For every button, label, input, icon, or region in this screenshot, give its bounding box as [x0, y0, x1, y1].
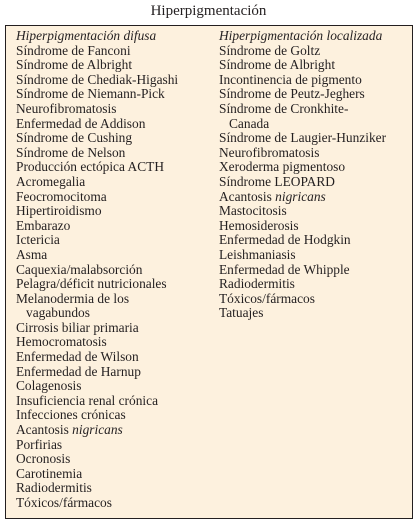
list-item-text: Enfermedad de Hodgkin: [219, 232, 351, 248]
list-item: [16, 44, 211, 59]
list-item-continuation: Canada: [229, 115, 270, 131]
list-item: [16, 160, 211, 175]
list-item: [16, 408, 211, 423]
list-item-continuation: vagabundos: [26, 305, 90, 321]
list-item-text: Caquexia/malabsorción: [16, 261, 143, 277]
list-item-text: Síndrome de Niemann-Pick: [16, 86, 165, 102]
list-item-text: Incontinencia de pigmento: [219, 71, 362, 87]
hyperpigmentation-table: [5, 25, 413, 519]
list-item: [219, 233, 409, 248]
list-item-text: Pelagra/déficit nutricionales: [16, 276, 167, 292]
list-item-text: Cirrosis biliar primaria: [16, 319, 139, 335]
list-item-text: Radiodermitis: [16, 480, 92, 496]
list-item: [219, 102, 409, 131]
list-item-text: Embarazo: [16, 217, 71, 233]
list-item: [219, 44, 409, 59]
list-item: [16, 58, 211, 73]
list-item: [219, 248, 409, 263]
list-item: [16, 335, 211, 350]
list-item: [219, 190, 409, 205]
list-item: [16, 452, 211, 467]
list-item-text: Asma: [16, 246, 48, 262]
list-item: [219, 306, 409, 321]
list-item-text: Síndrome de Fanconi: [16, 42, 131, 58]
list-item-text: Enfermedad de Addison: [16, 115, 146, 131]
list-item-italic-text: nigricans: [275, 188, 326, 204]
list-item-text: Tóxicos/fármacos: [219, 290, 315, 306]
list-item: [16, 73, 211, 88]
list-item-text: Acantosis: [16, 422, 73, 438]
list-item: [16, 219, 211, 234]
list-item: [219, 131, 409, 146]
list-item: [219, 263, 409, 278]
localized-list: [219, 44, 409, 321]
list-item-text: Síndrome de Chediak-Higashi: [16, 71, 179, 87]
list-item: [219, 292, 409, 307]
diffuse-column: [16, 29, 211, 511]
list-item-text: Síndrome de Cronkhite-: [219, 100, 349, 116]
list-item-text: Insuficiencia renal crónica: [16, 392, 159, 408]
list-item: [16, 496, 211, 511]
list-item: [16, 248, 211, 263]
list-item: [16, 438, 211, 453]
list-item-italic-text: nigricans: [72, 422, 123, 438]
list-item-text: Síndrome de Albright: [219, 57, 336, 73]
list-item-text: Colagenosis: [16, 378, 82, 394]
list-item-text: Neurofibromatosis: [219, 144, 320, 160]
list-item-text: Enfermedad de Wilson: [16, 349, 139, 365]
list-item: [219, 219, 409, 234]
list-item: [16, 379, 211, 394]
list-item-text: Carotinemia: [16, 465, 83, 481]
list-item: [16, 350, 211, 365]
list-item-text: Neurofibromatosis: [16, 100, 117, 116]
list-item: [16, 117, 211, 132]
list-item: [16, 146, 211, 161]
list-item-text: Síndrome de Cushing: [16, 130, 133, 146]
list-item-text: Producción ectópica ACTH: [16, 159, 165, 175]
list-item: [16, 204, 211, 219]
list-item-text: Infecciones crónicas: [16, 407, 126, 423]
list-item: [16, 131, 211, 146]
list-item-text: Radiodermitis: [219, 276, 295, 292]
list-item: [16, 365, 211, 380]
localized-column-header: Hiperpigmentación localizada: [219, 28, 383, 43]
list-item-text: Mastocitosis: [219, 203, 287, 219]
list-item: [16, 423, 211, 438]
list-item: [219, 160, 409, 175]
list-item-text: Tatuajes: [219, 305, 264, 321]
list-item: [16, 263, 211, 278]
list-item-text: Hipertiroidismo: [16, 203, 102, 219]
list-item-text: Leishmaniasis: [219, 246, 296, 262]
list-item-text: Enfermedad de Harnup: [16, 363, 141, 379]
diffuse-column-header: Hiperpigmentación difusa: [16, 28, 157, 43]
list-item: [16, 175, 211, 190]
list-item: [16, 277, 211, 292]
list-item-text: Hemocromatosis: [16, 334, 107, 350]
list-item-text: Tóxicos/fármacos: [16, 495, 112, 510]
list-item-text: Síndrome de Peutz-Jeghers: [219, 86, 365, 102]
list-item: [16, 321, 211, 336]
list-item: [16, 481, 211, 496]
list-item: [219, 277, 409, 292]
list-item: [16, 292, 211, 321]
list-item: [16, 87, 211, 102]
list-item-text: Síndrome de Goltz: [219, 42, 321, 58]
list-item-text: Síndrome LEOPARD: [219, 173, 335, 189]
list-item-text: Acantosis: [219, 188, 276, 204]
list-item: [16, 467, 211, 482]
list-item: [16, 190, 211, 205]
list-item: [16, 233, 211, 248]
list-item: [219, 73, 409, 88]
list-item: [219, 146, 409, 161]
list-item: [219, 204, 409, 219]
list-item-text: Melanodermia de los: [16, 290, 130, 306]
list-item-text: Síndrome de Nelson: [16, 144, 126, 160]
list-item: [219, 58, 409, 73]
table-title: Hiperpigmentación: [150, 3, 267, 19]
list-item: [16, 394, 211, 409]
list-item-text: Síndrome de Laugier-Hunziker: [219, 130, 387, 146]
list-item: [16, 102, 211, 117]
list-item-text: Xeroderma pigmentoso: [219, 159, 346, 175]
list-item: [219, 175, 409, 190]
localized-column: [219, 29, 409, 321]
list-item-text: Hemosiderosis: [219, 217, 299, 233]
list-item-text: Acromegalia: [16, 173, 86, 189]
list-item-text: Enfermedad de Whipple: [219, 261, 350, 277]
list-item-text: Porfirias: [16, 436, 63, 452]
list-item-text: Feocromocitoma: [16, 188, 107, 204]
list-item-text: Ocronosis: [16, 451, 71, 467]
list-item-text: Síndrome de Albright: [16, 57, 133, 73]
diffuse-list: [16, 44, 211, 511]
list-item: [219, 87, 409, 102]
list-item-text: Ictericia: [16, 232, 60, 248]
